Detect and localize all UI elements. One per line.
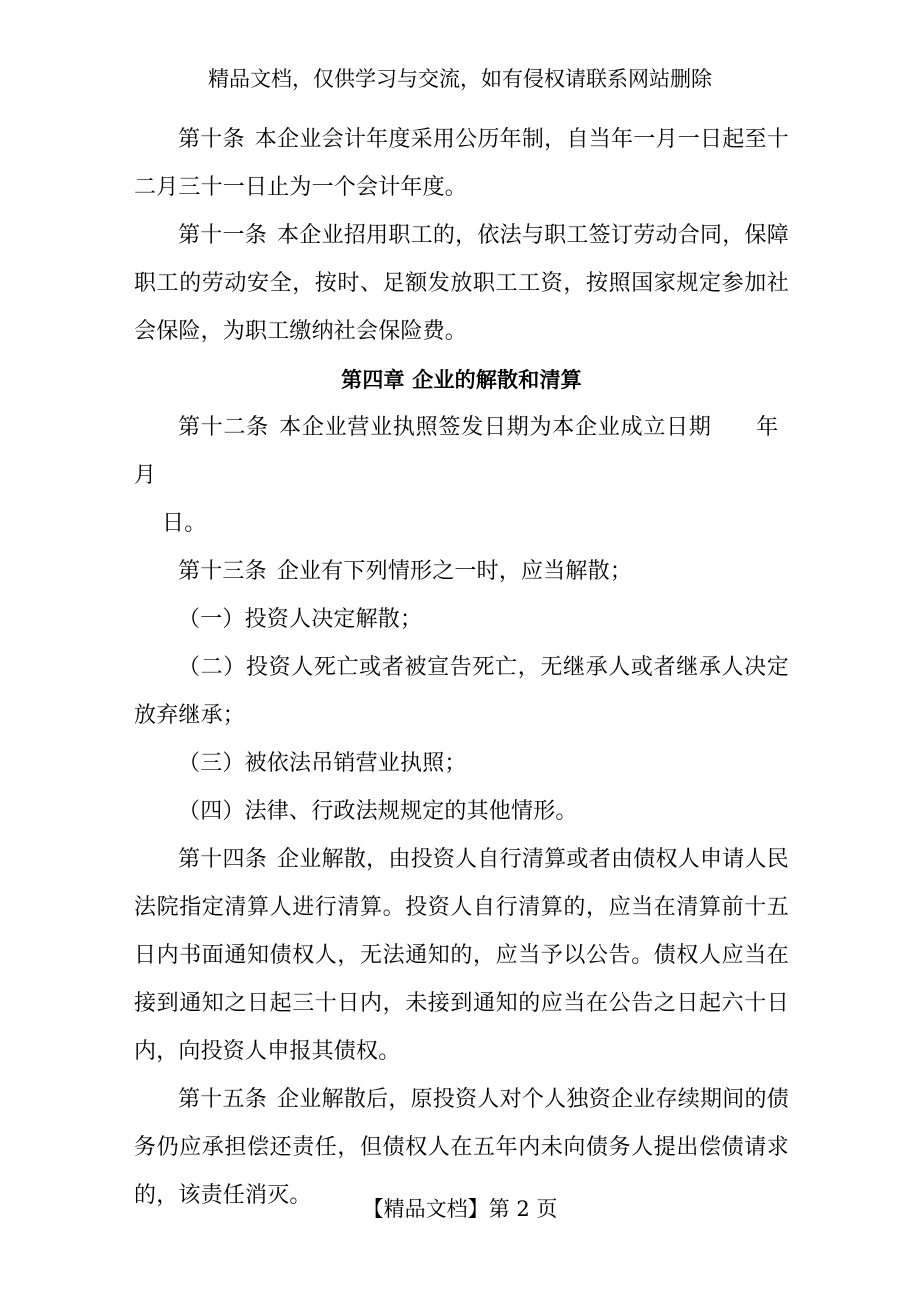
list-item: （四）法律、行政法规规定的其他情形。 [178, 799, 578, 824]
article-text: 企业解散，由投资人自行清算或者由债权人申请人民法院指定清算人进行清算。投资人自行清算的，应当在清算前十五日内书面通知债权人，无法通知的，应当予以公告。债权人应当在接到通知之日起三十日内，未接到通知的应当在公告之日起六十日内，向投资人申报其债权。 [134, 847, 789, 1064]
chapter-label: 第四章 [341, 368, 405, 392]
article-label: 第十一条 [178, 223, 268, 248]
article-text: 企业解散后，原投资人对个人独资企业存续期间的债务仍应承担偿还责任，但债权人在五年内未向债务人提出偿债请求的，该责任消灭。 [134, 1087, 789, 1208]
article-12 [134, 404, 789, 548]
date-month-label: 月 [134, 463, 157, 488]
date-year-label: 年 [755, 415, 779, 440]
article-label: 第十四条 [178, 847, 268, 872]
document-body [134, 116, 789, 1220]
article-label: 第十二条 [178, 415, 270, 440]
date-day-label: 日。 [162, 511, 207, 536]
article-label: 第十三条 [178, 559, 267, 584]
chapter-heading [134, 356, 789, 404]
list-item: （二）投资人死亡或者被宣告死亡，无继承人或者继承人决定放弃继承； [134, 655, 789, 728]
chapter-title: 企业的解散和清算 [412, 368, 582, 392]
list-item: （三）被依法吊销营业执照； [178, 751, 467, 776]
list-item: （一）投资人决定解散； [178, 607, 423, 632]
article-label: 第十五条 [178, 1087, 268, 1112]
article-text: 企业有下列情形之一时，应当解散； [276, 559, 633, 584]
article-11 [134, 212, 789, 356]
article-14 [134, 836, 789, 1076]
page-header: 精品文档，仅供学习与交流，如有侵权请联系网站删除 [208, 67, 712, 91]
article-label: 第十条 [178, 127, 245, 152]
article-text: 本企业招用职工的，依法与职工签订劳动合同，保障职工的劳动安全，按时、足额发放职工工资，按照国家规定参加社会保险，为职工缴纳社会保险费。 [134, 223, 789, 344]
article-text: 本企业会计年度采用公历年制，自当年一月一日起至十二月三十一日止为一个会计年度。 [134, 127, 789, 200]
article-13 [134, 548, 789, 596]
article-text: 本企业营业执照签发日期为本企业成立日期 [279, 415, 712, 440]
article-10 [134, 116, 789, 212]
page-footer: 【精品文档】第 2 页 [362, 1197, 558, 1221]
